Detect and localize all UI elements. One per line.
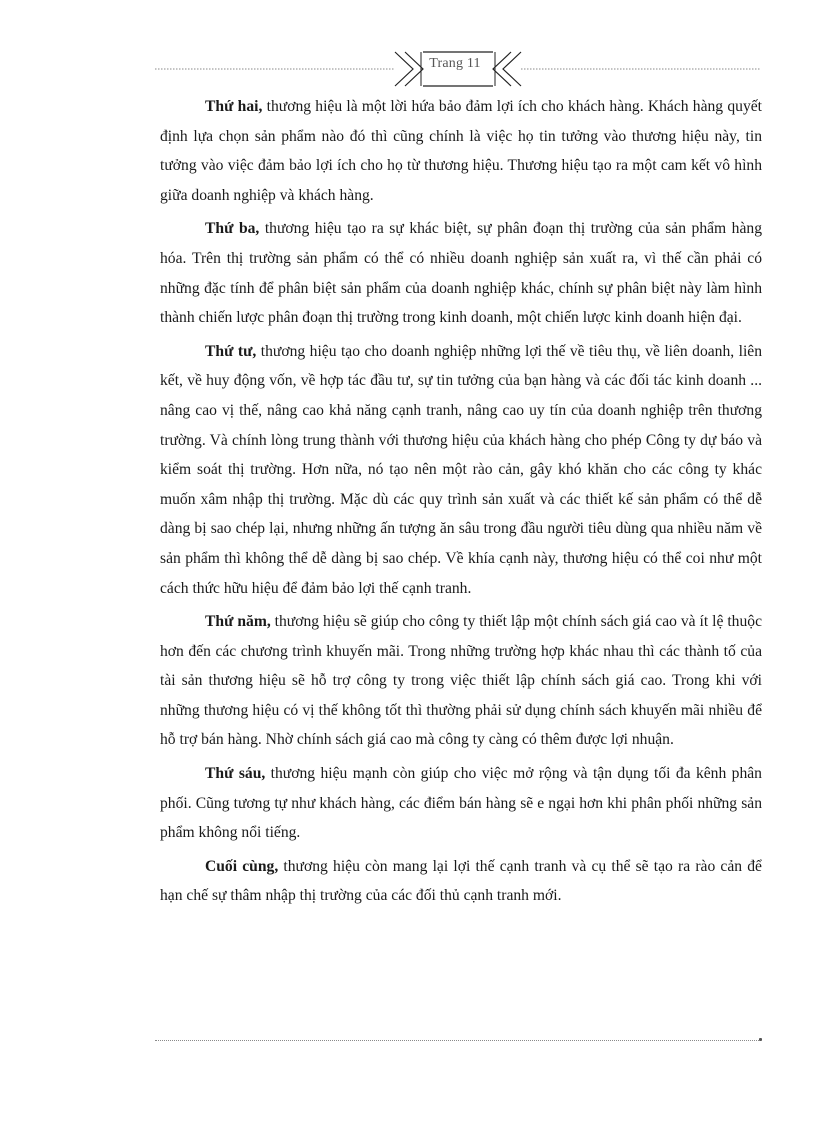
paragraph-thu-hai bbox=[160, 92, 762, 210]
paragraph-text: thương hiệu còn mang lại lợi thế cạnh tranh và cụ thể sẽ tạo ra rào cản để hạn chế sự thâm nhập thị trường của các đối thủ cạnh tranh mới. bbox=[160, 857, 762, 905]
paragraph-lead: Thứ tư, bbox=[205, 342, 257, 360]
paragraph-thu-nam bbox=[160, 607, 762, 755]
paragraph-thu-tu bbox=[160, 337, 762, 603]
footer-divider bbox=[155, 1040, 761, 1041]
paragraph-thu-ba bbox=[160, 214, 762, 332]
paragraph-lead: Thứ sáu, bbox=[205, 765, 266, 783]
paragraph-lead: Thứ năm, bbox=[205, 613, 271, 631]
paragraph-text: thương hiệu tạo cho doanh nghiệp những lợi thế về tiêu thụ, về liên doanh, liên kết, về huy động vốn, về hợp tác đầu tư, sự tin tưởng của bạn hàng và các đối tác kinh doanh ... nâng cao vị thế, nâng cao khả năng cạnh tranh, nâng cao uy tín của doanh nghiệp trên thương trường. Và chính lòng trung thành với thương hiệu của khách hàng cho phép Công ty dự báo và kiểm soát thị trường. Hơn nữa, nó tạo nên một rào cản, gây khó khăn cho các công ty khác muốn xâm nhập thị trường. Mặc dù các quy trình sản xuất và các thiết kế sản phẩm có thể dễ dàng bị sao chép lại, nhưng những ấn tượng ăn sâu trong đầu người tiêu dùng qua nhiều năm về sản phẩm thì không thể dễ dàng bị sao chép. Về khía cạnh này, thương hiệu có thể coi như một cách thức hữu hiệu để đảm bảo lợi thế cạnh tranh. bbox=[160, 342, 763, 597]
paragraph-thu-sau bbox=[160, 759, 762, 848]
page-number-label: Trang 11 bbox=[429, 56, 481, 71]
paragraph-text: thương hiệu sẽ giúp cho công ty thiết lập một chính sách giá cao và ít lệ thuộc hơn đến các chương trình khuyến mãi. Trong những trường hợp khác nhau thì các thành tố của tài sản thương hiệu sẽ hỗ trợ công ty trong việc thiết lập chính sách giá cao. Trong khi với những thương hiệu có vị thế không tốt thì thường phải sử dụng chính sách khuyến mãi nhiều để hỗ trợ bán hàng. Nhờ chính sách giá cao mà công ty càng có thêm được lợi nhuận. bbox=[160, 613, 762, 749]
paragraph-lead: Cuối cùng, bbox=[205, 857, 279, 875]
paragraph-cuoi-cung bbox=[160, 852, 762, 911]
paragraph-text: thương hiệu mạnh còn giúp cho việc mở rộng và tận dụng tối đa kênh phân phối. Cũng tương tự như khách hàng, các điểm bán hàng sẽ e ngại hơn khi phân phối những sản phẩm không nổi tiếng. bbox=[160, 765, 762, 842]
paragraph-lead: Thứ hai, bbox=[205, 98, 263, 115]
page-header bbox=[155, 40, 761, 90]
footer-divider-end-mark bbox=[759, 1038, 762, 1041]
paragraph-text: thương hiệu tạo ra sự khác biệt, sự phân đoạn thị trường của sản phẩm hàng hóa. Trên thị trường sản phẩm có thể có nhiều doanh nghiệp sản xuất ra, vì thế cần phải có những đặc tính để phân biệt sản phẩm của doanh nghiệp khác, chính sự phân biệt này làm hình thành chiến lược phân đoạn thị trường trong kinh doanh, một chiến lược kinh doanh hiện đại. bbox=[160, 220, 762, 327]
document-body bbox=[160, 92, 762, 915]
paragraph-text: thương hiệu là một lời hứa bảo đảm lợi ích cho khách hàng. Khách hàng quyết định lựa chọn sản phẩm nào đó thì cũng chính là việc họ tin tưởng vào thương hiệu này, tin tưởng vào việc đảm bảo lợi ích cho họ từ thương hiệu. Thương hiệu tạo ra một cam kết vô hình giữa doanh nghiệp và khách hàng. bbox=[160, 98, 762, 204]
paragraph-lead: Thứ ba, bbox=[205, 220, 260, 238]
